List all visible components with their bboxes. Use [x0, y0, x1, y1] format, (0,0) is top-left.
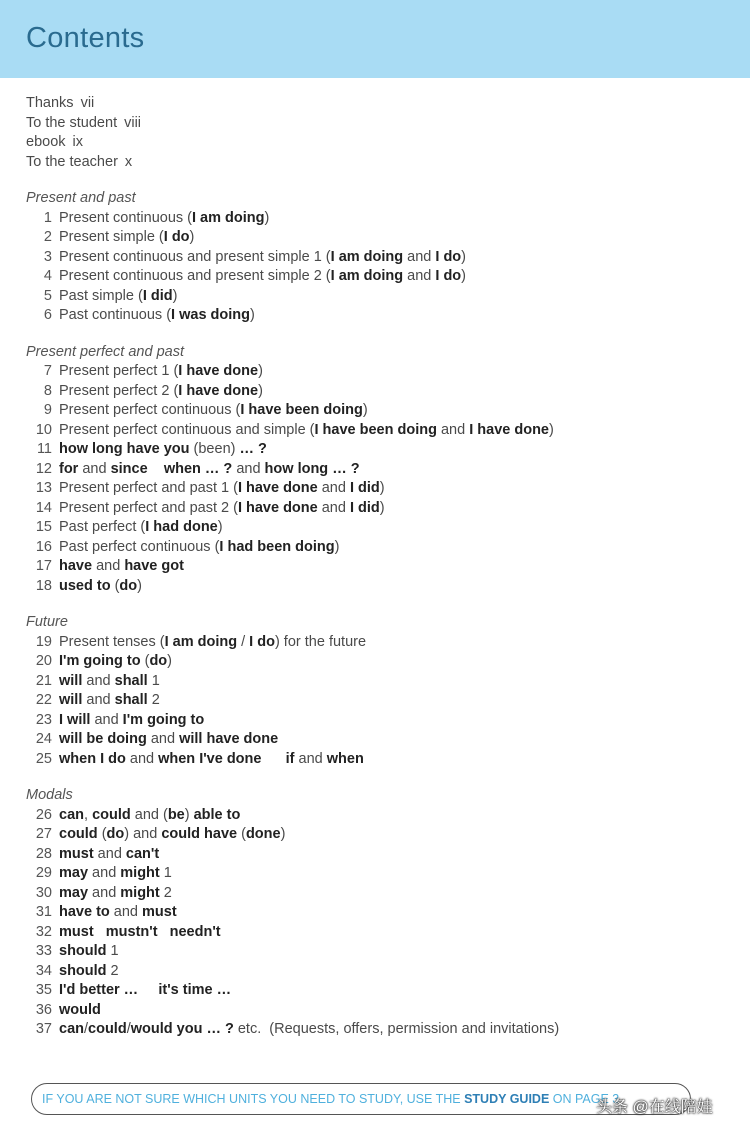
unit-title-bold: I have been doing [240, 402, 363, 418]
unit-title [59, 362, 263, 382]
unit-number: 2 [43, 229, 52, 245]
unit-title-bold: able to [193, 806, 241, 823]
unit-title-bold: could [88, 1021, 127, 1037]
unit-title [59, 903, 177, 923]
unit-title-bold: I had done [145, 519, 218, 535]
unit-title-bold: must [59, 845, 94, 862]
unit-title [59, 981, 231, 1001]
unit-entry[interactable] [26, 942, 726, 962]
unit-title-bold: when [326, 750, 364, 767]
unit-number: 9 [43, 402, 52, 418]
unit-title-text: and [317, 480, 350, 496]
unit-title-bold: mustn't [105, 923, 158, 940]
unit-title [59, 421, 554, 441]
unit-entry[interactable] [26, 730, 726, 750]
unit-title-bold: can't [125, 845, 160, 862]
unit-entry[interactable] [26, 962, 726, 982]
unit-number: 36 [35, 1001, 52, 1018]
unit-title-text: and [82, 692, 115, 708]
unit-title-text: and [92, 558, 125, 574]
unit-title-text: 1 [147, 672, 160, 689]
unit-title [59, 1020, 559, 1040]
unit-number: 12 [35, 460, 52, 477]
unit-title-text: and [436, 421, 470, 438]
unit-title-text: ) [137, 577, 142, 594]
unit-entry[interactable] [26, 806, 726, 826]
unit-title [59, 864, 172, 884]
unit-title-bold: do [106, 826, 125, 842]
unit-title-text: / [126, 1021, 131, 1037]
unit-title-bold: might [120, 865, 160, 881]
unit-number: 6 [43, 307, 52, 323]
unit-title-text: Present continuous ( [59, 209, 192, 226]
unit-title [59, 538, 339, 558]
unit-entry[interactable] [26, 750, 726, 770]
front-matter-item[interactable] [26, 153, 726, 173]
unit-title-text: and [109, 904, 143, 920]
unit-title-text: Present perfect continuous ( [59, 402, 241, 418]
unit-title-text: and [90, 711, 123, 728]
unit-number: 1 [43, 209, 52, 226]
front-matter-label: ebook [26, 134, 66, 150]
unit-number: 25 [35, 750, 52, 767]
unit-title-bold: would [59, 1001, 101, 1018]
unit-entry[interactable] [26, 845, 726, 865]
unit-title-text: Past perfect continuous ( [59, 538, 220, 555]
unit-title-bold: I am doing [192, 209, 265, 226]
unit-title-text: Past continuous ( [59, 307, 172, 323]
unit-title-bold: could have [161, 826, 238, 842]
unit-title-text: ) [362, 402, 368, 418]
unit-title-text: ) [189, 229, 195, 245]
unit-title [59, 401, 368, 421]
unit-number: 24 [35, 731, 52, 747]
unit-title-bold: I'd better … [59, 982, 139, 998]
unit-number: 17 [35, 558, 52, 574]
unit-title-text: ( [97, 826, 107, 842]
unit-entry[interactable] [26, 652, 726, 672]
unit-title-bold: I do [435, 248, 462, 265]
unit-title-text: Present continuous and present simple 2 ( [59, 268, 331, 284]
unit-title-text: ) [379, 480, 385, 496]
section-heading: Present and past [26, 190, 136, 206]
unit-number: 23 [35, 711, 52, 728]
unit-title [59, 499, 385, 519]
unit-title-text: and [232, 460, 265, 477]
unit-title-bold: must [142, 904, 177, 920]
section-heading: Future [26, 614, 68, 630]
unit-title-text: 1 [159, 865, 172, 881]
unit-title-bold: needn't [169, 923, 221, 940]
unit-title-text: Past perfect ( [59, 519, 146, 535]
unit-title-text: and [317, 499, 350, 516]
footer-text-after: ON PAGE 3 [549, 1092, 620, 1106]
unit-title-bold: have got [124, 558, 184, 574]
watermark: 头条 @在线陪娃 [596, 1099, 713, 1116]
unit-title-bold: how long … ? [264, 460, 360, 477]
unit-entry[interactable] [26, 672, 726, 692]
front-matter-item[interactable] [26, 94, 726, 114]
unit-title-bold: I'm going to [122, 711, 205, 728]
unit-entry[interactable] [26, 577, 726, 597]
study-guide-banner[interactable] [31, 1083, 691, 1115]
unit-title [59, 825, 285, 845]
unit-title-text: and [125, 750, 159, 767]
front-matter-label: To the student [26, 114, 118, 131]
unit-title-bold: I have done [178, 382, 259, 399]
unit-title-bold: I was doing [171, 307, 250, 323]
unit-title-bold: I have done [178, 363, 259, 379]
unit-number: 33 [35, 943, 52, 959]
unit-entry[interactable] [26, 362, 726, 382]
unit-title-bold: may [59, 865, 89, 881]
unit-title-bold: shall [114, 692, 148, 708]
unit-title [59, 750, 364, 770]
unit-title-text: Present perfect 2 ( [59, 382, 179, 399]
unit-title-bold: must [59, 923, 94, 940]
unit-entry[interactable] [26, 691, 726, 711]
unit-entry[interactable] [26, 382, 726, 402]
unit-title [59, 672, 160, 692]
unit-title-text: and [88, 865, 121, 881]
unit-title-bold: I had been doing [219, 538, 335, 555]
unit-entry[interactable] [26, 209, 726, 229]
unit-entry[interactable] [26, 884, 726, 904]
front-matter-page: x [124, 153, 133, 170]
study-guide-text [42, 1092, 619, 1106]
unit-title-text: ) [167, 653, 172, 669]
unit-title-bold: how long have you [59, 441, 190, 457]
unit-entry[interactable] [26, 518, 726, 538]
unit-title-text [94, 924, 106, 940]
unit-title-text: and [82, 672, 115, 689]
unit-title [59, 382, 263, 402]
unit-number: 22 [35, 692, 52, 708]
unit-title-text: ( [110, 577, 120, 594]
unit-number: 21 [35, 672, 52, 689]
unit-title-text: ( [140, 653, 150, 669]
front-matter-item[interactable] [26, 133, 726, 153]
unit-title-text: ) [258, 363, 263, 379]
unit-number: 16 [35, 538, 52, 555]
front-matter-page: viii [124, 114, 142, 131]
unit-title-text: Present simple ( [59, 229, 164, 245]
unit-title-bold: have [59, 558, 93, 574]
unit-number: 30 [35, 884, 52, 901]
unit-title-bold: could [92, 806, 131, 823]
unit-title-bold: I did [349, 499, 380, 516]
unit-entry[interactable] [26, 287, 726, 307]
study-guide-link[interactable]: STUDY GUIDE [464, 1092, 550, 1106]
unit-entry[interactable] [26, 633, 726, 653]
unit-number: 31 [35, 904, 52, 920]
front-matter-label: Thanks [26, 95, 74, 111]
unit-title-text: and [403, 268, 436, 284]
unit-title-text: and ( [130, 806, 168, 823]
unit-title [59, 460, 360, 480]
unit-title-bold: will have done [179, 731, 279, 747]
unit-entry[interactable] [26, 440, 726, 460]
unit-title-bold: I am doing [330, 248, 404, 265]
unit-title-text: Present perfect and past 1 ( [59, 480, 238, 496]
unit-number: 4 [43, 268, 52, 284]
unit-entry[interactable] [26, 401, 726, 421]
unit-title-bold: may [59, 884, 89, 901]
unit-title-text: ) [258, 382, 263, 399]
unit-entry[interactable] [26, 923, 726, 943]
unit-title-bold: will be doing [59, 731, 147, 747]
unit-number: 28 [35, 845, 52, 862]
front-matter-page: ix [72, 134, 83, 150]
unit-number: 35 [35, 982, 52, 998]
unit-title [59, 711, 204, 731]
unit-title-text: 2 [147, 692, 160, 708]
unit-entry[interactable] [26, 864, 726, 884]
unit-title [59, 479, 385, 499]
unit-title-bold: I do [435, 268, 462, 284]
unit-title-text [148, 461, 164, 477]
unit-title-bold: I am doing [330, 268, 404, 284]
unit-title-text: / [237, 633, 250, 650]
unit-entry[interactable] [26, 825, 726, 845]
unit-title-bold: can [59, 806, 84, 823]
unit-title-text: Present perfect continuous and simple ( [59, 421, 315, 438]
unit-number: 11 [36, 441, 52, 457]
unit-title [59, 287, 177, 307]
unit-entry[interactable] [26, 711, 726, 731]
unit-title [59, 652, 172, 672]
unit-title-bold: I have been doing [314, 421, 437, 438]
unit-title-text: ) [217, 519, 223, 535]
unit-title-bold: will [59, 692, 83, 708]
unit-title-text [158, 924, 170, 940]
unit-entry[interactable] [26, 538, 726, 558]
unit-number: 27 [35, 826, 52, 842]
unit-title [59, 884, 172, 904]
unit-entry[interactable] [26, 499, 726, 519]
unit-entry[interactable] [26, 557, 726, 577]
page-title: Contents [26, 22, 145, 54]
unit-title [59, 845, 159, 865]
unit-number: 14 [35, 499, 52, 516]
unit-title-text: ) [379, 499, 385, 516]
unit-number: 19 [35, 633, 52, 650]
unit-title-text: ) [264, 209, 270, 226]
unit-title-text: 1 [106, 943, 119, 959]
unit-title-bold: for [59, 460, 79, 477]
unit-title [59, 577, 142, 597]
unit-number: 10 [35, 421, 52, 438]
unit-number: 37 [35, 1021, 52, 1037]
unit-entry[interactable] [26, 267, 726, 287]
unit-title-text: ) [172, 287, 178, 304]
unit-title-bold: since [110, 460, 148, 477]
unit-title-bold: it's time … [158, 982, 232, 998]
unit-title-text: Past simple ( [59, 287, 143, 304]
unit-entry[interactable] [26, 421, 726, 441]
unit-title [59, 209, 269, 229]
unit-title [59, 228, 194, 248]
unit-title-bold: … ? [239, 441, 267, 457]
unit-title-text: ) for the future [274, 633, 367, 650]
unit-title-bold: can [59, 1021, 84, 1037]
unit-title-text: ) [461, 268, 467, 284]
unit-number: 29 [35, 865, 52, 881]
unit-number: 34 [35, 962, 52, 979]
unit-title [59, 730, 278, 750]
footer-text-before: IF YOU ARE NOT SURE WHICH UNITS YOU NEED TO STUDY, USE THE [42, 1092, 465, 1106]
unit-number: 15 [35, 519, 52, 535]
unit-title-text: 2 [159, 884, 172, 901]
unit-title-text: Present perfect 1 ( [59, 363, 179, 379]
unit-title-bold: have to [59, 904, 110, 920]
unit-title-bold: I am doing [164, 633, 238, 650]
unit-title [59, 518, 223, 538]
unit-number: 7 [43, 363, 52, 379]
unit-title-text: and [78, 460, 111, 477]
unit-number: 5 [43, 287, 52, 304]
unit-title-text: ) [250, 307, 255, 323]
unit-title-bold: when … ? [163, 460, 233, 477]
unit-number: 3 [43, 248, 52, 265]
unit-number: 20 [35, 653, 52, 669]
unit-title-text: ) [184, 806, 194, 823]
unit-title-text: Present perfect and past 2 ( [59, 499, 238, 516]
unit-entry[interactable] [26, 903, 726, 923]
unit-number: 32 [35, 923, 52, 940]
unit-title-text: / [84, 1021, 89, 1037]
front-matter-page: vii [80, 95, 95, 111]
unit-number: 8 [43, 382, 52, 399]
unit-title-bold: I have done [469, 421, 549, 438]
unit-entry[interactable] [26, 460, 726, 480]
unit-entry[interactable] [26, 479, 726, 499]
unit-title-text: 2 [106, 962, 119, 979]
section-heading: Modals [26, 787, 73, 803]
unit-title [59, 942, 119, 962]
unit-title-bold: I did [142, 287, 173, 304]
unit-title-bold: if [285, 750, 295, 767]
unit-title-bold: when I do [59, 750, 126, 767]
unit-title [59, 557, 184, 577]
unit-title-text: Present continuous and present simple 1 ( [59, 248, 331, 265]
unit-title-text [138, 982, 158, 998]
unit-title [59, 306, 255, 326]
unit-title-text: , [84, 806, 93, 823]
unit-title-text: ) and [124, 826, 162, 842]
header-banner [0, 0, 750, 78]
unit-title-bold: will [59, 672, 83, 689]
unit-entry[interactable] [26, 981, 726, 1001]
unit-title-bold: used to [59, 577, 111, 594]
section-heading: Present perfect and past [26, 343, 184, 360]
unit-title-text: ) [280, 826, 286, 842]
unit-title-text: and [93, 845, 126, 862]
unit-title-text: (been) [189, 441, 240, 457]
unit-title [59, 1001, 101, 1021]
unit-title-text: and [403, 248, 436, 265]
unit-title-text [261, 751, 285, 767]
unit-title [59, 962, 119, 982]
unit-title-bold: I did [349, 480, 380, 496]
unit-title-text: ) [334, 538, 340, 555]
unit-title [59, 633, 366, 653]
unit-title-bold: when I've done [158, 750, 262, 767]
unit-title-text: and [146, 731, 180, 747]
unit-title-text: ( [237, 826, 246, 842]
unit-title [59, 923, 221, 943]
unit-title [59, 806, 240, 826]
unit-title [59, 267, 466, 287]
unit-title-bold: might [120, 884, 160, 901]
sections-container [26, 189, 726, 1040]
unit-title-bold: I'm going to [59, 653, 141, 669]
front-matter-item[interactable] [26, 114, 726, 134]
unit-entry[interactable] [26, 228, 726, 248]
front-matter-label: To the teacher [26, 153, 118, 170]
unit-title-bold: I will [59, 711, 91, 728]
unit-title-bold: I do [249, 633, 275, 650]
unit-title-bold: shall [114, 672, 148, 689]
unit-title-bold: do [149, 653, 168, 669]
unit-entry[interactable] [26, 1001, 726, 1021]
unit-title-text: Present tenses ( [59, 633, 165, 650]
unit-title-bold: I do [163, 229, 190, 245]
unit-title [59, 248, 466, 268]
unit-title-text: ) [461, 248, 467, 265]
unit-title-bold: would you … ? [130, 1021, 234, 1037]
unit-entry[interactable] [26, 248, 726, 268]
contents-list [26, 94, 726, 1040]
unit-title-bold: done [245, 826, 281, 842]
unit-title [59, 691, 160, 711]
unit-entry[interactable] [26, 306, 726, 326]
unit-title-bold: should [59, 943, 107, 959]
unit-title-bold: should [59, 962, 107, 979]
unit-title-bold: could [59, 826, 98, 842]
unit-title-bold: do [119, 577, 138, 594]
unit-title-text: and [294, 750, 327, 767]
unit-number: 13 [35, 480, 52, 496]
unit-title-text: and [88, 884, 121, 901]
unit-title-text: etc. (Requests, offers, permission and invitations) [233, 1021, 560, 1037]
unit-title [59, 440, 267, 460]
unit-entry[interactable] [26, 1020, 726, 1040]
unit-title-bold: I have done [237, 480, 318, 496]
unit-title-text: ) [549, 421, 554, 438]
unit-title-bold: be [167, 806, 185, 823]
unit-number: 26 [35, 806, 52, 823]
front-matter [26, 94, 726, 172]
unit-title-bold: I have done [237, 499, 318, 516]
unit-number: 18 [35, 577, 52, 594]
